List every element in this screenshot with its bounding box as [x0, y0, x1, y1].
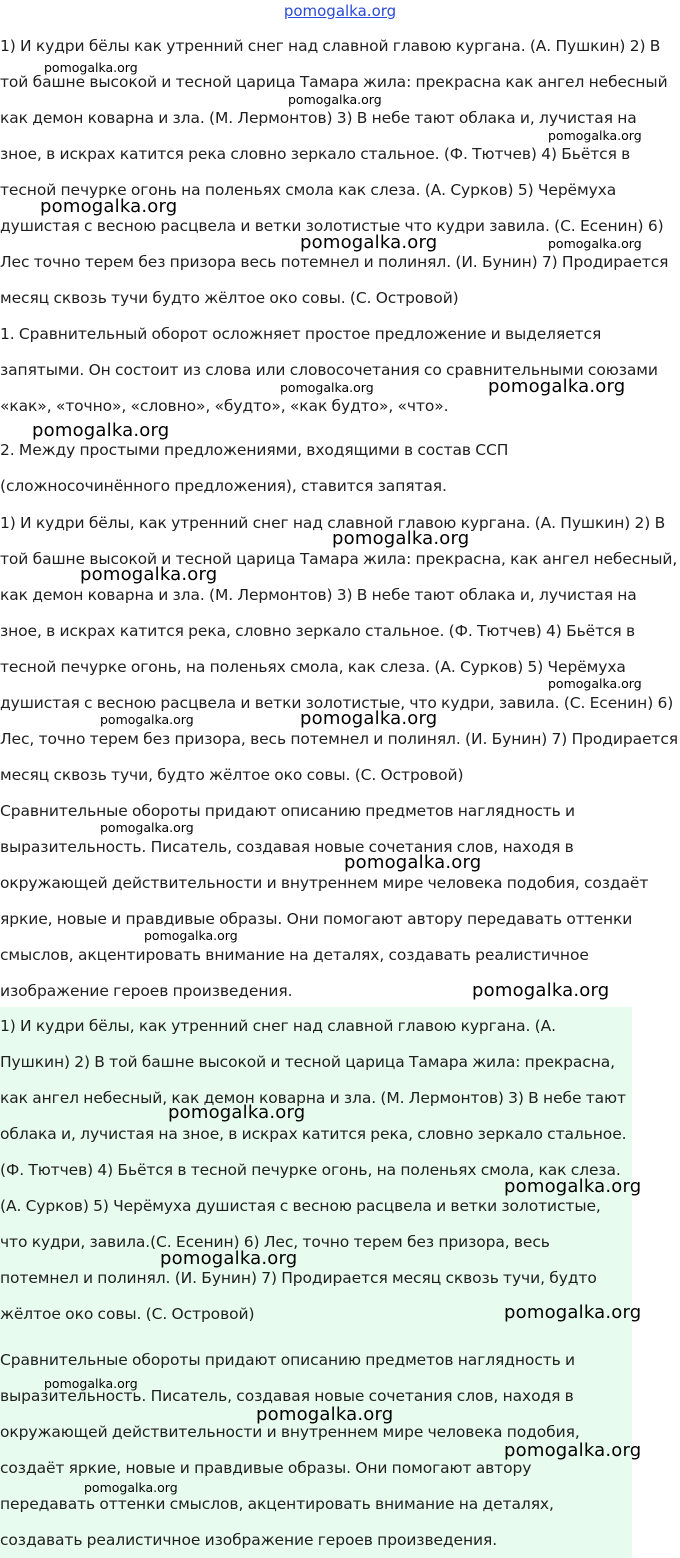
- watermark: pomogalka.org: [144, 928, 238, 943]
- site-link[interactable]: pomogalka.org: [283, 2, 397, 20]
- watermark: pomogalka.org: [548, 236, 642, 251]
- watermark: pomogalka.org: [256, 1404, 394, 1425]
- watermark: pomogalka.org: [504, 1176, 642, 1197]
- conclusion: Сравнительные обороты придают описанию предметов наглядность и выразительность. Писатель, создавая новые сочетания слов, находя в окружающей действительности и внутреннем мире человека подобия, создаёт яркие, новые и правдивые образы. Они помогают автору передавать оттенки смыслов, акцентировать внимание на деталях, создавать реалистичное изображение героев произведения.: [0, 802, 649, 1000]
- watermark: pomogalka.org: [100, 712, 194, 727]
- watermark: pomogalka.org: [548, 128, 642, 143]
- watermark: pomogalka.org: [548, 676, 642, 691]
- rule-1: 1. Сравнительный оборот осложняет простое предложение и выделяется запятыми. Он состоит из слова или словосочетания со сравнительными союзами «как», «точно», «словно», «будто», «как будто», «что».: [0, 325, 658, 415]
- watermark: pomogalka.org: [300, 232, 438, 253]
- watermark: pomogalka.org: [280, 380, 374, 395]
- watermark: pomogalka.org: [80, 564, 218, 585]
- watermark: pomogalka.org: [288, 92, 382, 107]
- watermark: pomogalka.org: [332, 528, 470, 549]
- answer-sentences: 1) И кудри бёлы, как утренний снег над славной главою кургана. (А. Пушкин) 2) В той башне высокой и тесной царица Тамара жила: прекрасна, как ангел небесный, как демон коварна и зла. (М. Лермонтов) 3) В небе тают облака и, лучистая на зное, в искрах катится река, словно зеркало стальное. (Ф. Тютчев) 4) Бьётся в тесной печурке огонь, на поленьях смола, как слеза. (А. Сурков) 5) Черёмуха душистая с весною расцвела и ветки золотистые, что кудри, завила. (С. Есенин) 6) Лес, точно терем без призора, весь потемнел и полинял. (И. Бунин) 7) Продирается месяц сквозь тучи, будто жёлтое око совы. (С. Островой): [0, 514, 678, 784]
- watermark: pomogalka.org: [504, 1440, 642, 1461]
- watermark: pomogalka.org: [44, 60, 138, 75]
- task-text: 1) И кудри бёлы как утренний снег над славной главою кургана. (А. Пушкин) 2) В той башне высокой и тесной царица Тамара жила: прекрасна как ангел небесный как демон коварна и зла. (М. Лермонтов) 3) В небе тают облака и, лучистая на зное, в искрах катится река словно зеркало стальное. (Ф. Тютчев) 4) Бьётся в тесной печурке огонь на поленьях смола как слеза. (А. Сурков) 5) Черёмуха душистая с весною расцвела и ветки золотистые что кудри завила. (С. Есенин) 6) Лес точно терем без призора весь потемнел и полинял. (И. Бунин) 7) Продирается месяц сквозь тучи будто жёлтое око совы. (С. Островой): [0, 37, 669, 307]
- watermark: pomogalka.org: [44, 1376, 138, 1391]
- watermark: pomogalka.org: [32, 420, 170, 441]
- final-answer-sentences: 1) И кудри бёлы, как утренний снег над славной главою кургана. (А. Пушкин) 2) В той башне высокой и тесной царица Тамара жила: прекрасна, как ангел небесный, как демон коварна и зла. (М. Лермонтов) 3) В небе тают облака и, лучистая на зное, в искрах катится река, словно зеркало стальное. (Ф. Тютчев) 4) Бьётся в тесной печурке огонь, на поленьях смола, как слеза. (А. Сурков) 5) Черёмуха душистая с весною расцвела и ветки золотистые, что кудри, завила.(С. Есенин) 6) Лес, точно терем без призора, весь потемнел и полинял. (И. Бунин) 7) Продирается месяц сквозь тучи, будто жёлтое око совы. (С. Островой): [0, 1017, 627, 1323]
- final-answer-box: [0, 1007, 632, 1558]
- watermark: pomogalka.org: [160, 1248, 298, 1269]
- final-answer-conclusion: Сравнительные обороты придают описанию предметов наглядность и выразительность. Писатель, создавая новые сочетания слов, находя в окружающей действительности и внутреннем мире человека подобия, создаёт яркие, новые и правдивые образы. Они помогают автору передавать оттенки смыслов, акцентировать внимание на деталях, создавать реалистичное изображение героев произведения.: [0, 1351, 580, 1549]
- watermark: pomogalka.org: [168, 1102, 306, 1123]
- watermark: pomogalka.org: [504, 1302, 642, 1323]
- watermark: pomogalka.org: [300, 708, 438, 729]
- watermark: pomogalka.org: [40, 196, 178, 217]
- watermark: pomogalka.org: [100, 820, 194, 835]
- watermark: pomogalka.org: [344, 852, 482, 873]
- rule-2: 2. Между простыми предложениями, входящими в состав ССП (сложносочинённого предложения), ставится запятая.: [0, 441, 509, 495]
- watermark: pomogalka.org: [488, 376, 626, 397]
- watermark: pomogalka.org: [84, 1480, 178, 1495]
- watermark: pomogalka.org: [472, 980, 610, 1001]
